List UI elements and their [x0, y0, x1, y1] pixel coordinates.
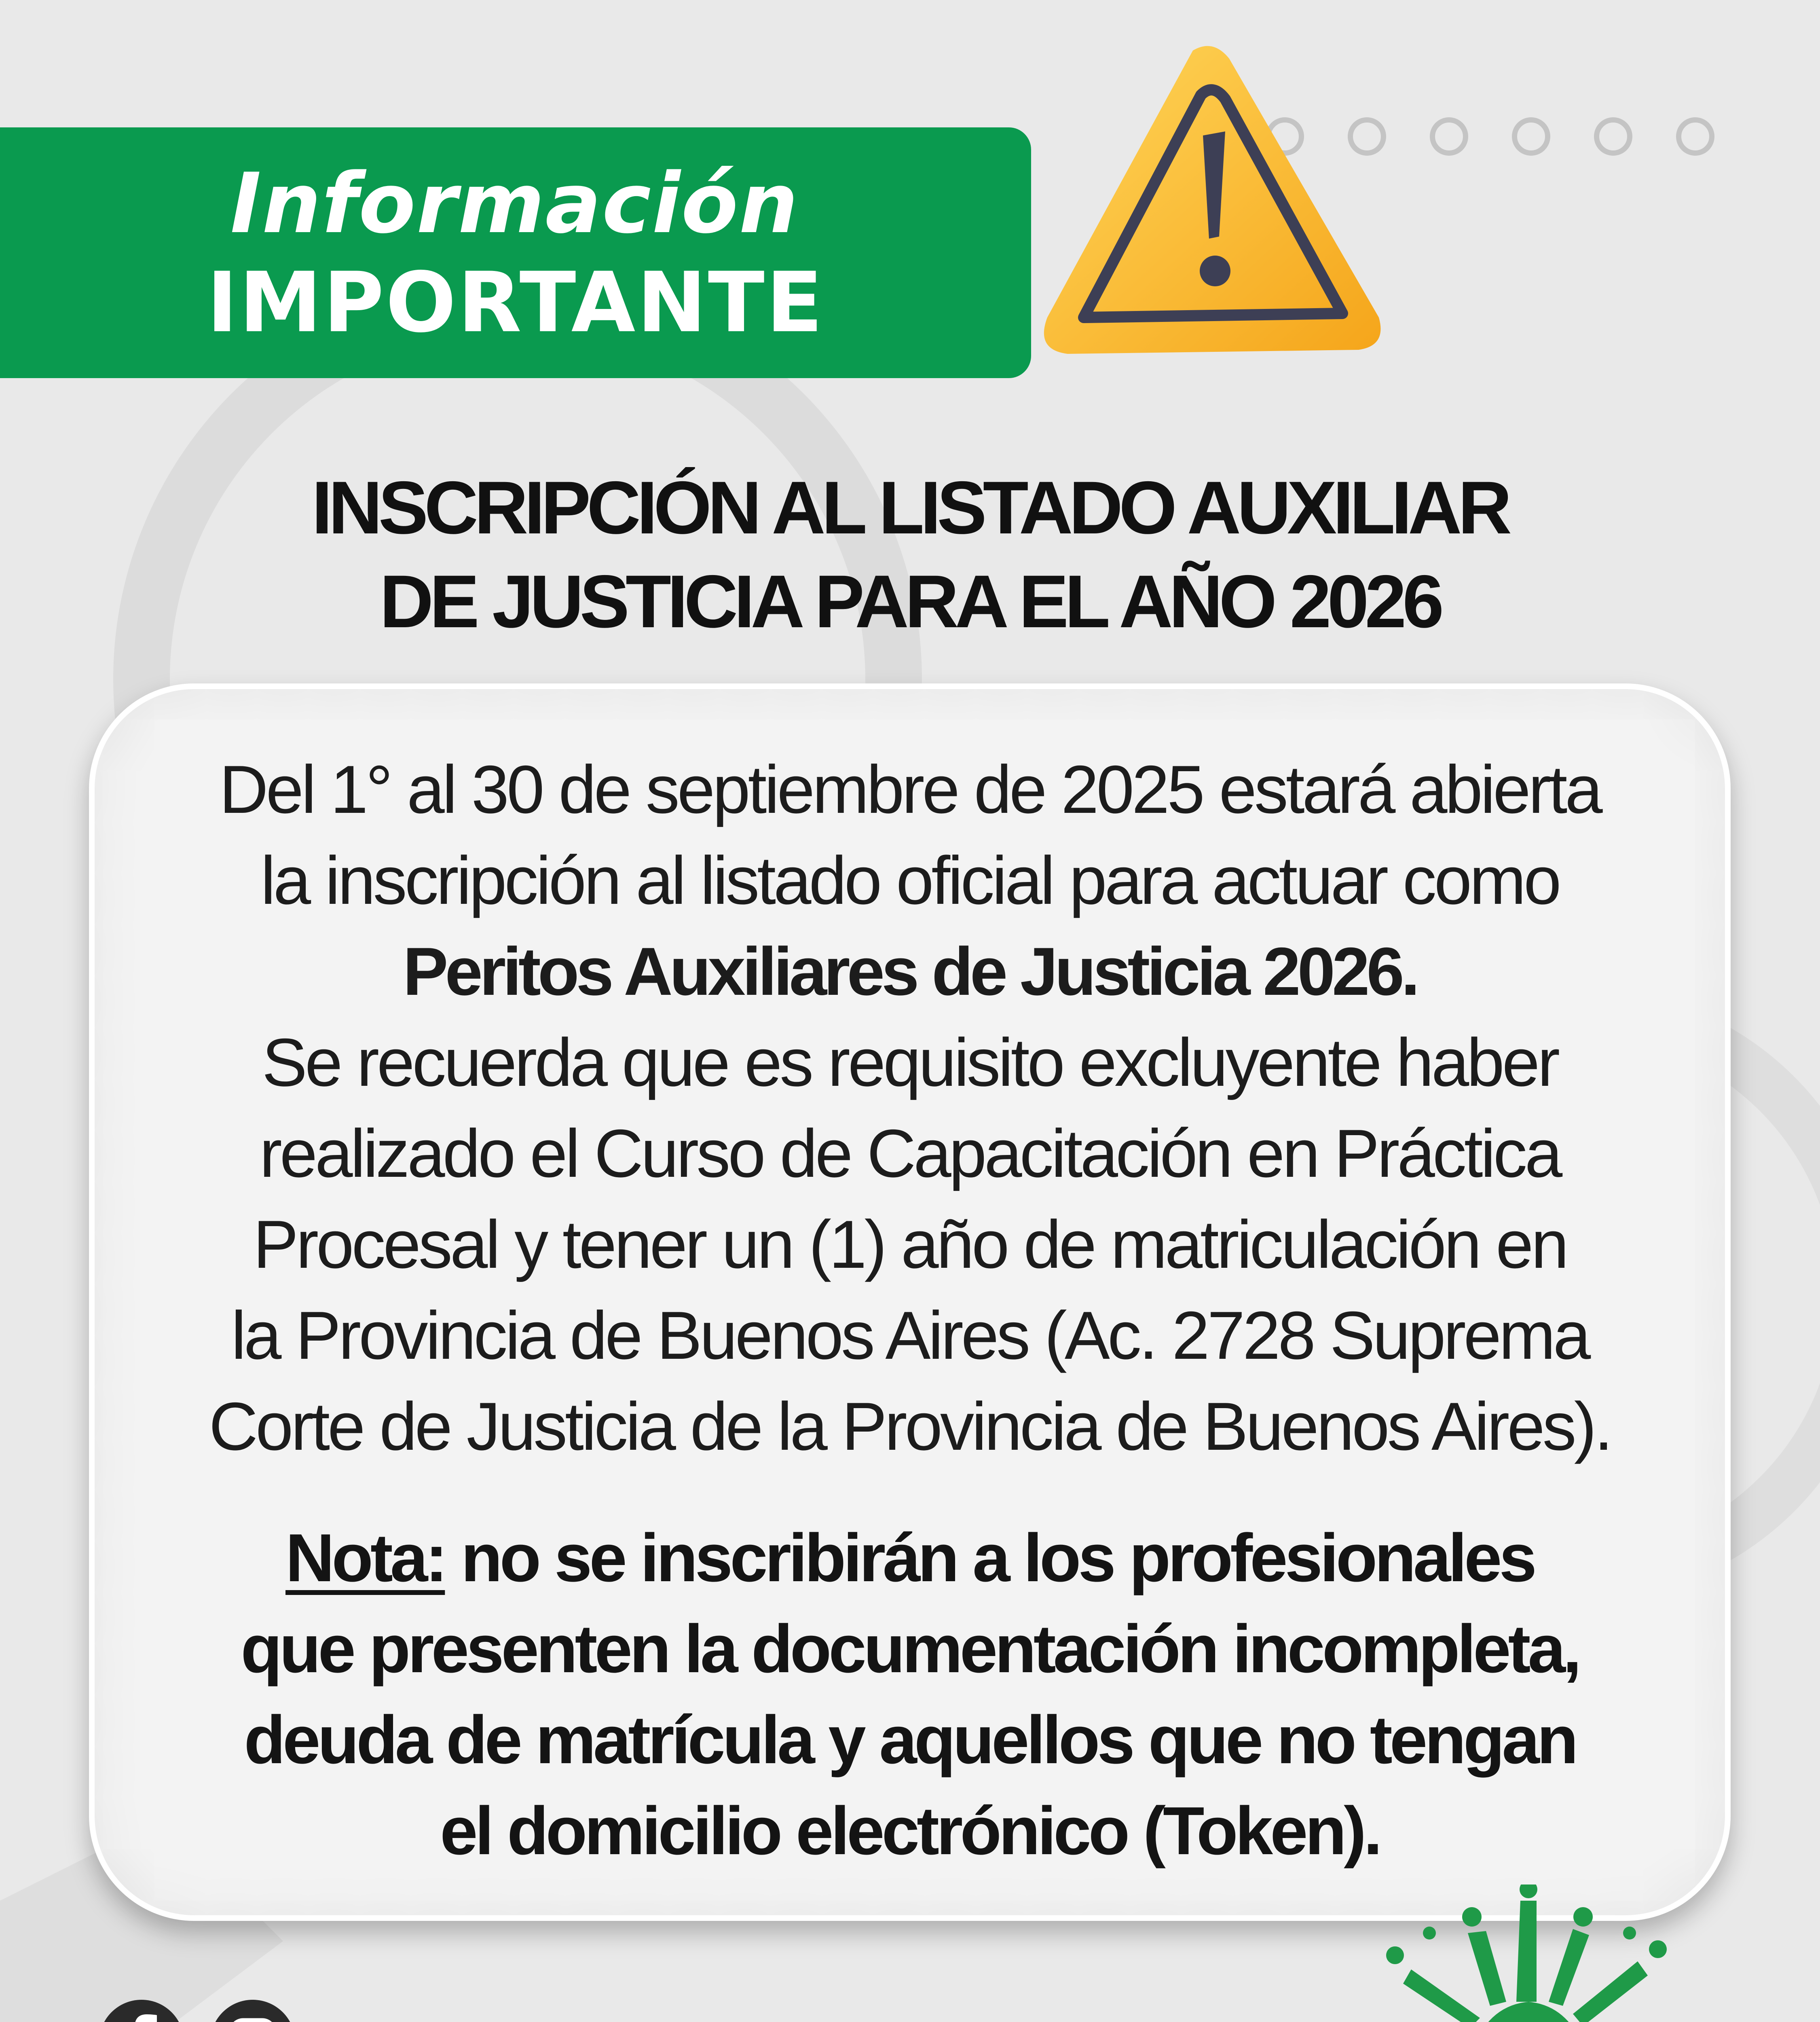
banner-subtitle: IMPORTANTE [207, 255, 824, 351]
dot-ornament [1594, 117, 1632, 156]
body-line: realizado el Curso de Capacitación en Práctica [259, 1115, 1560, 1191]
dot-ornament [1430, 117, 1468, 156]
body-line: Procesal y tener un (1) año de matriculación en [253, 1206, 1566, 1282]
note-line: que presenten la documentación incompleta, [241, 1611, 1579, 1687]
body-line: Del 1° al 30 de septiembre de 2025 estará abierta [219, 751, 1600, 827]
announcement-text [105, 744, 1714, 1472]
body-line: Corte de Justicia de la Provincia de Buenos Aires). [209, 1388, 1611, 1464]
note-line [105, 1512, 1714, 1603]
dot-ornament [1512, 117, 1550, 156]
page-title [142, 461, 1678, 649]
note-line-text: no se inscribirán a los profesionales [445, 1520, 1534, 1596]
instagram-icon[interactable] [210, 2000, 295, 2022]
note-line: el domicilio electrónico (Token). [440, 1793, 1380, 1869]
note-label: Nota: [285, 1520, 445, 1596]
title-line: DE JUSTICIA PARA EL AÑO 2026 [379, 560, 1440, 643]
title-line: INSCRIPCIÓN AL LISTADO AUXILIAR [311, 466, 1508, 550]
organization-logo-icon [1347, 1885, 1710, 2022]
warning-triangle-icon [1023, 34, 1395, 366]
note-text [105, 1512, 1714, 1876]
body-line: Se recuerda que es requisito excluyente haber [262, 1024, 1558, 1100]
note-line: deuda de matrícula y aquellos que no tengan [244, 1702, 1576, 1778]
facebook-icon[interactable] [99, 2000, 184, 2022]
body-line: la inscripción al listado oficial para actuar como [260, 842, 1559, 918]
body-line: la Provincia de Buenos Aires (Ac. 2728 Suprema [231, 1297, 1589, 1373]
banner-title: Información [230, 156, 799, 252]
dot-ornament [1676, 117, 1714, 156]
body-line-emphasis: Peritos Auxiliares de Justicia 2026. [403, 933, 1417, 1009]
